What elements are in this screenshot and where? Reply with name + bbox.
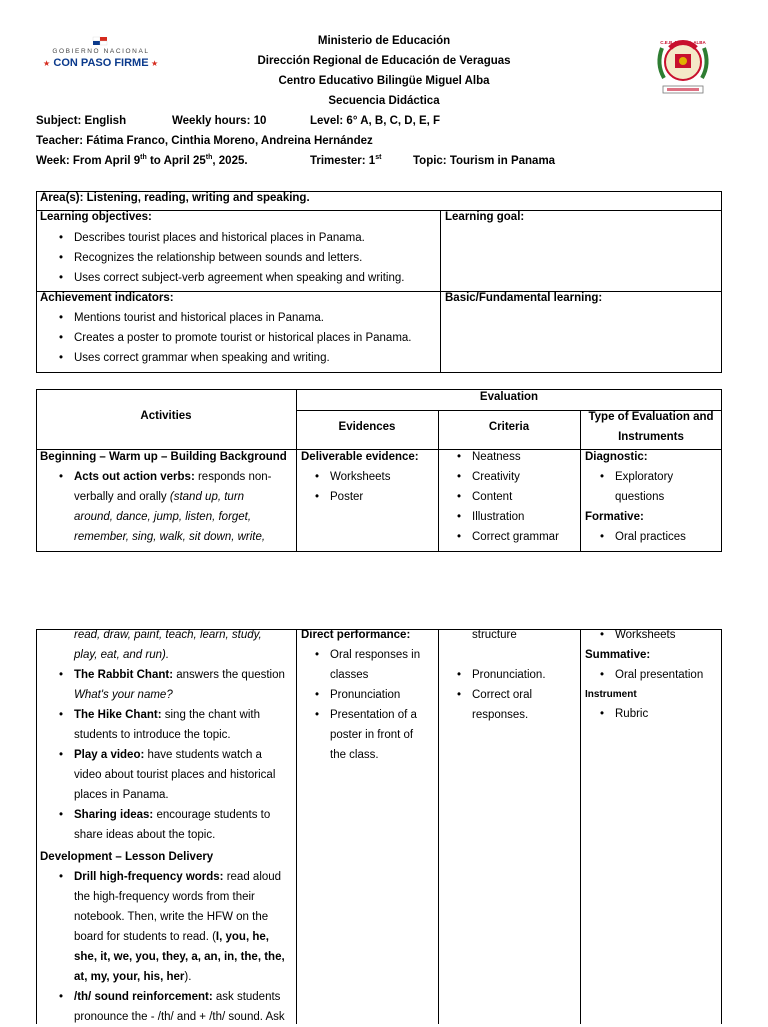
criteria-continuation-list: structure xyxy=(472,629,517,641)
level-label: Level: 6° A, B, C, D, E, F xyxy=(310,115,441,127)
areas-row: Area(s): Listening, reading, writing and speaking. xyxy=(40,192,310,204)
topic-label: Topic: Tourism in Panama xyxy=(413,155,556,167)
development-activities-list: • Drill high-frequency words: read aloud the high-frequency words from their notebook. Then, write the HFW on the board for students to read. (I, you, he, she, it, we, you, they, a, an, in, the, the, at, my, your, his, her). • /th/ sound reinforcement: ask students pronounce the - /th/ and + /th/ sound. Ask xyxy=(40,867,285,1027)
list-item: • Oral practices xyxy=(581,527,686,547)
direct-performance-list: • Oral responses in classes • Pronunciation • Presentation of a poster in front of the class. xyxy=(296,645,420,765)
criteria-list xyxy=(438,447,559,547)
instrument-list xyxy=(581,704,648,724)
list-item: • /th/ sound reinforcement: ask students xyxy=(40,987,285,1007)
svg-text:C.E.B. MIGUEL ALBA: C.E.B. MIGUEL ALBA xyxy=(660,40,706,45)
school-name: Centro Educativo Bilingüe Miguel Alba xyxy=(278,75,490,87)
diagnostic-label: Diagnostic: xyxy=(585,451,648,463)
evaluation-header: Evaluation xyxy=(479,391,539,403)
evidences-header: Evidences xyxy=(338,421,396,433)
beginning-section-label: Beginning – Warm up – Building Background xyxy=(40,451,287,463)
svg-text:GOBIERNO NACIONAL: GOBIERNO NACIONAL xyxy=(52,48,150,55)
weekly-hours-label: Weekly hours: 10 xyxy=(172,115,267,127)
list-item: • Exploratory xyxy=(581,467,673,487)
ministry-title: Ministerio de Educación xyxy=(317,35,451,47)
document-title: Secuencia Didáctica xyxy=(328,95,440,107)
list-item: • Creativity xyxy=(438,467,559,487)
list-item: • Pronunciation. xyxy=(438,665,546,685)
direct-performance-label: Direct performance: xyxy=(301,629,411,641)
teacher-label: Teacher: Fátima Franco, Cinthia Moreno, Andreina Hernández xyxy=(36,135,373,147)
summative-label: Summative: xyxy=(585,649,651,661)
criteria-pronunciation-list: • Pronunciation. • Correct oral responses. xyxy=(438,665,546,725)
trimester-label: Trimester: 1st xyxy=(310,154,382,167)
activities-header: Activities xyxy=(140,410,192,422)
list-item: • Recognizes the relationship between sounds and letters. xyxy=(40,248,404,268)
list-item: • Presentation of a xyxy=(296,705,420,725)
type-of-evaluation-header: Type of Evaluation and xyxy=(588,411,714,423)
achievement-indicators-list xyxy=(40,308,412,368)
list-item: • Worksheets xyxy=(296,467,391,487)
list-item: • Oral responses in xyxy=(296,645,420,665)
deliverable-evidence-list xyxy=(296,467,391,507)
instrument-label: Instrument xyxy=(585,689,637,700)
list-item: • The Rabbit Chant: answers the question xyxy=(40,665,285,685)
list-item: • Content xyxy=(438,487,559,507)
list-item: • Uses correct subject-verb agreement when speaking and writing. xyxy=(40,268,404,288)
achievement-indicators-label: Achievement indicators: xyxy=(40,292,174,304)
diagnostic-list: • Exploratory questions xyxy=(581,467,673,507)
list-item: • Describes tourist places and historical places in Panama. xyxy=(40,228,404,248)
learning-objectives-list xyxy=(40,228,404,288)
formative-list xyxy=(581,527,686,547)
list-item: • Correct grammar xyxy=(438,527,559,547)
list-item: • Rubric xyxy=(581,704,648,724)
beginning-activities-list: • Acts out action verbs: responds non- verbally and orally (stand up, turn around, dance, jump, listen, forget, remember, sing, walk, sit down, write, xyxy=(40,467,272,547)
list-item: • Correct oral xyxy=(438,685,546,705)
criteria-header: Criteria xyxy=(488,421,530,433)
regional-direction-title: Dirección Regional de Educación de Veraguas xyxy=(257,55,511,67)
list-item: • Worksheets xyxy=(581,625,676,645)
svg-text:★: ★ xyxy=(151,59,159,68)
list-item: • The Hike Chant: sing the chant with xyxy=(40,705,285,725)
development-section-label: Development – Lesson Delivery xyxy=(40,851,214,863)
svg-text:CON PASO FIRME: CON PASO FIRME xyxy=(53,57,149,69)
activities-continuation-list: read, draw, paint, teach, learn, study, play, eat, and run). • The Rabbit Chant: answers the question What's your name? • The Hike Chant: sing the chant with students to introduce the topic. • Play a video: have students watch a video about tourist places and historical places in Panama. • Sharing ideas: encourage students to share ideas about the topic. xyxy=(40,625,285,845)
list-item: • Poster xyxy=(296,487,391,507)
summative-list xyxy=(581,665,703,685)
list-item: • Illustration xyxy=(438,507,559,527)
type-continuation-list xyxy=(581,625,676,645)
deliverable-evidence-label: Deliverable evidence: xyxy=(301,451,419,463)
instruments-header: Instruments xyxy=(618,431,684,443)
subject-label: Subject: English xyxy=(36,115,127,127)
list-item: • Mentions tourist and historical places in Panama. xyxy=(40,308,412,328)
list-item: • Sharing ideas: encourage students to xyxy=(40,805,285,825)
list-item: • Drill high-frequency words: read aloud xyxy=(40,867,285,887)
list-item: • Oral presentation xyxy=(581,665,703,685)
list-item: • Pronunciation xyxy=(296,685,420,705)
formative-label: Formative: xyxy=(585,511,644,523)
learning-goal-label: Learning goal: xyxy=(445,211,525,223)
week-label: Week: From April 9th to April 25th, 2025. xyxy=(36,154,248,167)
list-item: • Play a video: have students watch a xyxy=(40,745,285,765)
list-item: • Creates a poster to promote tourist or historical places in Panama. xyxy=(40,328,412,348)
list-item: • Uses correct grammar when speaking and writing. xyxy=(40,348,412,368)
learning-objectives-label: Learning objectives: xyxy=(40,211,152,223)
svg-text:★: ★ xyxy=(43,59,51,68)
basic-learning-label: Basic/Fundamental learning: xyxy=(445,292,603,304)
list-item: • Neatness xyxy=(438,447,559,467)
list-item: • Acts out action verbs: responds non- xyxy=(40,467,272,487)
